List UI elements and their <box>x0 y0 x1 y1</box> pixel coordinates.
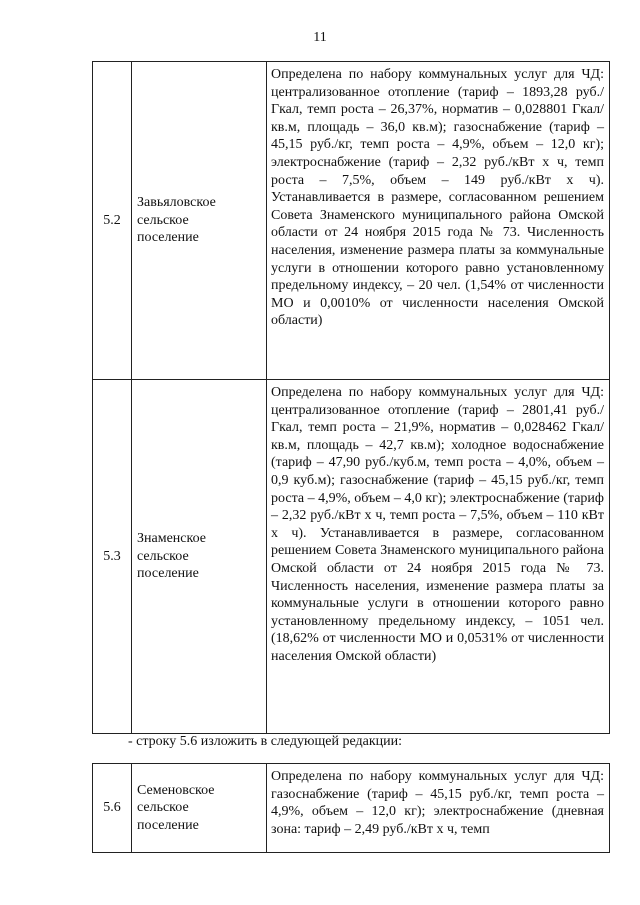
settlement-name-line: Знаменское <box>137 531 206 547</box>
settlement-name-line: сельское <box>137 548 189 564</box>
table-row <box>93 764 610 853</box>
row-number: 5.6 <box>93 764 132 853</box>
page-number: 11 <box>313 30 327 45</box>
settlement-name-line: поселение <box>137 566 199 582</box>
settlement-name <box>132 62 267 380</box>
settlement-name-line: поселение <box>137 817 199 833</box>
row-number: 5.3 <box>93 380 132 734</box>
row-description: Определена по набору коммунальных услуг для ЧД: централизованное отопление (тариф – 2801,41 руб./Гкал, темп роста – 21,9%, норматив – 0,028462 Гкал/кв.м, площадь – 42,7 кв.м); холодное водоснабжение (тариф – 47,90 руб./куб.м, темп роста – 4,0%, объем – 0,9 куб.м); газоснабжение (тариф – 45,15 руб./кг, темп роста – 4,9%, объем – 4,0 кг); электроснабжение (тариф – 2,32 руб./кВт х ч, темп роста – 7,5%, объем – 110 кВт х ч). Устанавливается в размере, согласованном решением Совета Знаменского муниципального района Омской области от 24 ноября 2015 года № 73. Численность населения, изменение размера платы за коммунальные услуги в отношении которого равно установленному предельному индексу, – 1051 чел. (18,62% от численности МО и 0,0531% от численности населения Омской области) <box>267 380 610 734</box>
amendment-table <box>92 763 610 853</box>
table-row <box>93 380 610 734</box>
settlement-name <box>132 764 267 853</box>
amendment-instruction: - строку 5.6 изложить в следующей редакции: <box>128 734 403 749</box>
settlement-name-line: Семеновское <box>137 782 215 798</box>
row-description: Определена по набору коммунальных услуг для ЧД: газоснабжение (тариф – 45,15 руб./кг, темп роста – 4,9%, объем – 12,0 кг); электроснабжение (дневная зона: тариф – 2,49 руб./кВт х ч, темп <box>267 764 610 853</box>
row-description: Определена по набору коммунальных услуг для ЧД: централизованное отопление (тариф – 1893,28 руб./Гкал, темп роста – 26,37%, норматив – 0,028801 Гкал/кв.м, площадь – 36,0 кв.м); газоснабжение (тариф – 45,15 руб./кг, темп роста – 4,9%, объем – 12,0 кг); электроснабжение (тариф – 2,32 руб./кВт х ч, темп роста – 7,5%, объем – 149 руб./кВт х ч). Устанавливается в размере, согласованном решением Совета Знаменского муниципального района Омской области от 24 ноября 2015 года № 73. Численность населения, изменение размера платы за коммунальные услуги в отношении которого равно установленному предельному индексу, – 20 чел. (1,54% от численности МО и 0,0010% от численности населения Омской области) <box>267 62 610 380</box>
settlement-name-line: поселение <box>137 230 199 246</box>
table-row <box>93 62 610 380</box>
settlement-name-line: сельское <box>137 800 189 816</box>
settlement-name <box>132 380 267 734</box>
settlement-name-line: Завьяловское <box>137 195 216 211</box>
tariff-table <box>92 61 610 734</box>
settlement-name-line: сельское <box>137 212 189 228</box>
row-number: 5.2 <box>93 62 132 380</box>
